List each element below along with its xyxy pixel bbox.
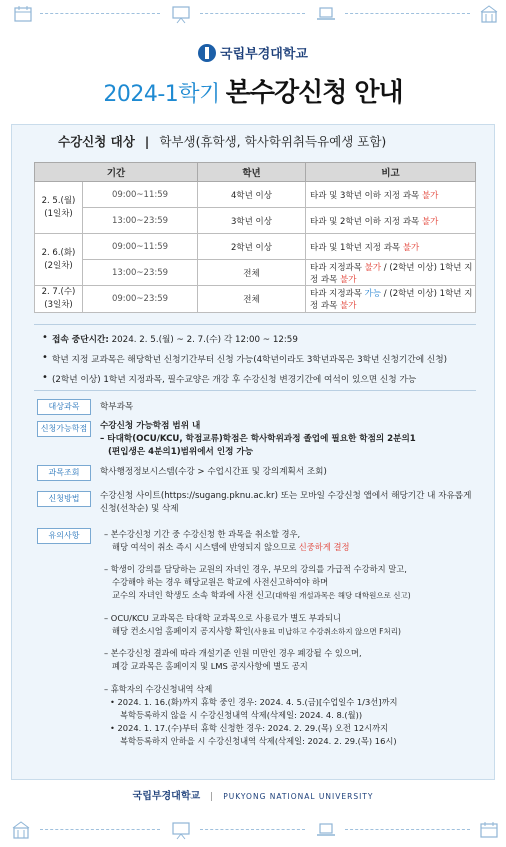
day-order: (3일차) (44, 300, 73, 310)
footer-english-name: PUKYONG NATIONAL UNIVERSITY (223, 792, 374, 801)
caution-item: – 학생이 강의를 담당하는 교원의 자녀인 경우, 부모의 강의를 가급적 수강하지 말고, 수강해야 하는 경우 해당교원은 학교에 사전신고하여야 하며 교수의 자녀인 학생도 소속 학과에 사전 신고(대학원 개설과목은 해당 대학원으로 신고) (104, 564, 411, 600)
footer-korean-name: 국립부경대학교 (132, 791, 201, 802)
header-note: 비고 (306, 163, 476, 182)
caution-item: – 본수강신청 기간 중 수강신청 한 과목을 취소할 경우, 해당 여석이 취소 즉시 시스템에 반영되지 않으므로 신중하게 결정 (104, 529, 350, 552)
table-header-row (35, 163, 476, 182)
grade-cell: 전체 (198, 260, 306, 286)
day-date: 2. 6.(화) (41, 247, 76, 258)
bottom-decoration (0, 816, 506, 844)
schedule-table (34, 162, 476, 313)
laptop-icon (315, 4, 337, 24)
note-cell: 타과 지정과목 가능 / (2학년 이상) 1학년 지정 과목 불가 (306, 286, 476, 313)
time-cell: 13:00~23:59 (83, 208, 198, 234)
logo-text: 국립부경대학교 (220, 47, 308, 62)
target-line (58, 132, 386, 150)
day-cell (35, 234, 83, 286)
laptop-icon (315, 820, 337, 840)
table-row (35, 286, 476, 313)
table-row (35, 260, 476, 286)
building-icon (478, 4, 500, 24)
subject-value: 학부과목 (100, 402, 134, 412)
day-order: (1일차) (44, 208, 73, 219)
notice-item: • 접속 중단시간: 2024. 2. 5.(월) ~ 2. 7.(수) 각 12:00 ~ 12:59 (52, 333, 298, 345)
title-semester: 2024-1학기 (103, 82, 220, 107)
note-cell: 타과 및 2학년 이하 지정 과목 불가 (306, 208, 476, 234)
subject-label: 대상과목 (37, 399, 91, 415)
lookup-label: 과목조회 (37, 465, 91, 481)
day-date: 2. 7.(수) (41, 287, 76, 297)
table-row (35, 182, 476, 208)
table-row (35, 208, 476, 234)
divider (34, 324, 476, 325)
footer-separator: | (210, 792, 214, 802)
header-grade: 학년 (198, 163, 306, 182)
lookup-value: 학사행정정보시스템(수강 > 수업시간표 및 강의계획서 조회) (100, 467, 327, 477)
notice-item: • 학년 지정 교과목은 해당학년 신청기간부터 신청 가능(4학년이라도 3학년과목은 3학년 신청기간에 신청) (52, 353, 447, 365)
target-separator: | (144, 134, 150, 149)
title-main: 본수강신청 안내 (225, 78, 403, 108)
grade-cell: 3학년 이상 (198, 208, 306, 234)
credits-label: 신청가능학점 (37, 421, 91, 437)
method-value: 수강신청 사이트(https://sugang.pknu.ac.kr) 또는 모바일 수강신청 앱에서 해당기간 내 자유롭게 신청(선착순) 및 삭제 (100, 491, 472, 514)
caution-label: 유의사항 (37, 528, 91, 544)
grade-cell: 2학년 이상 (198, 234, 306, 260)
footer (0, 787, 506, 802)
caution-item: – 휴학자의 수강신청내역 삭제 • 2024. 1. 16.(화)까지 휴학 중인 경우: 2024. 4. 5.(금)[수업일수 1/3선]까지 복학등록하지 않을 시 수강신청내역 삭제(삭제일: 2024. 4. 8.(월)) • 2024. 1. 17.(수)부터 휴학 신청한 경우: 2024. 2. 29.(목) 오전 12시까지 복학등록하지 안하을 시 수강신청내역 삭제(삭제일: 2024. 2. 29.(목) 16시) (104, 684, 398, 746)
table-row (35, 234, 476, 260)
top-decoration (0, 0, 506, 28)
day-cell (35, 182, 83, 234)
target-value: 학부생(휴학생, 학사학위취득유예생 포함) (159, 134, 387, 149)
board-icon (170, 820, 192, 840)
time-cell: 09:00~11:59 (83, 234, 198, 260)
note-cell: 타과 지정과목 불가 / (2학년 이상) 1학년 지정 과목 불가 (306, 260, 476, 286)
divider (34, 390, 476, 391)
calendar-icon (12, 4, 34, 24)
time-cell: 09:00~11:59 (83, 182, 198, 208)
time-cell: 13:00~23:59 (83, 260, 198, 286)
caution-item: – OCU/KCU 교과목은 타대학 교과목으로 사용료가 별도 부과되니 해당 컨소시엄 홈페이지 공지사항 확인(사용료 미납하고 수강취소하지 않으면 F처리) (104, 613, 401, 636)
day-order: (2일차) (44, 260, 73, 271)
time-cell: 09:00~23:59 (83, 286, 198, 313)
grade-cell: 4학년 이상 (198, 182, 306, 208)
grade-cell: 전체 (198, 286, 306, 313)
university-emblem-icon (198, 44, 216, 62)
notice-item: • (2학년 이상) 1학년 지정과목, 필수교양은 개강 후 수강신청 변경기간에 여석이 있으면 신청 가능 (52, 373, 416, 385)
day-date: 2. 5.(월) (41, 195, 76, 206)
note-cell: 타과 및 3학년 이하 지정 과목 불가 (306, 182, 476, 208)
target-label: 수강신청 대상 (58, 134, 135, 149)
building-icon (10, 820, 32, 840)
method-label: 신청방법 (37, 491, 91, 507)
calendar-icon (478, 820, 500, 840)
university-logo (0, 42, 506, 62)
board-icon (170, 4, 192, 24)
credits-value: 수강신청 가능학점 범위 내 – 타대학(OCU/KCU, 학점교류)학점은 학사학위과정 졸업에 필요한 학점의 2분의1 (편입생은 4분의1)범위에서 인정 가능 (100, 421, 416, 457)
caution-item: – 본수강신청 결과에 따라 개설기준 인원 미만인 경우 폐강될 수 있으며, 폐강 교과목은 홈페이지 및 LMS 공지사항에 별도 공지 (104, 648, 362, 671)
note-cell: 타과 및 1학년 지정 과목 불가 (306, 234, 476, 260)
page-title (0, 72, 506, 109)
day-cell (35, 286, 83, 313)
header-period: 기간 (35, 163, 198, 182)
